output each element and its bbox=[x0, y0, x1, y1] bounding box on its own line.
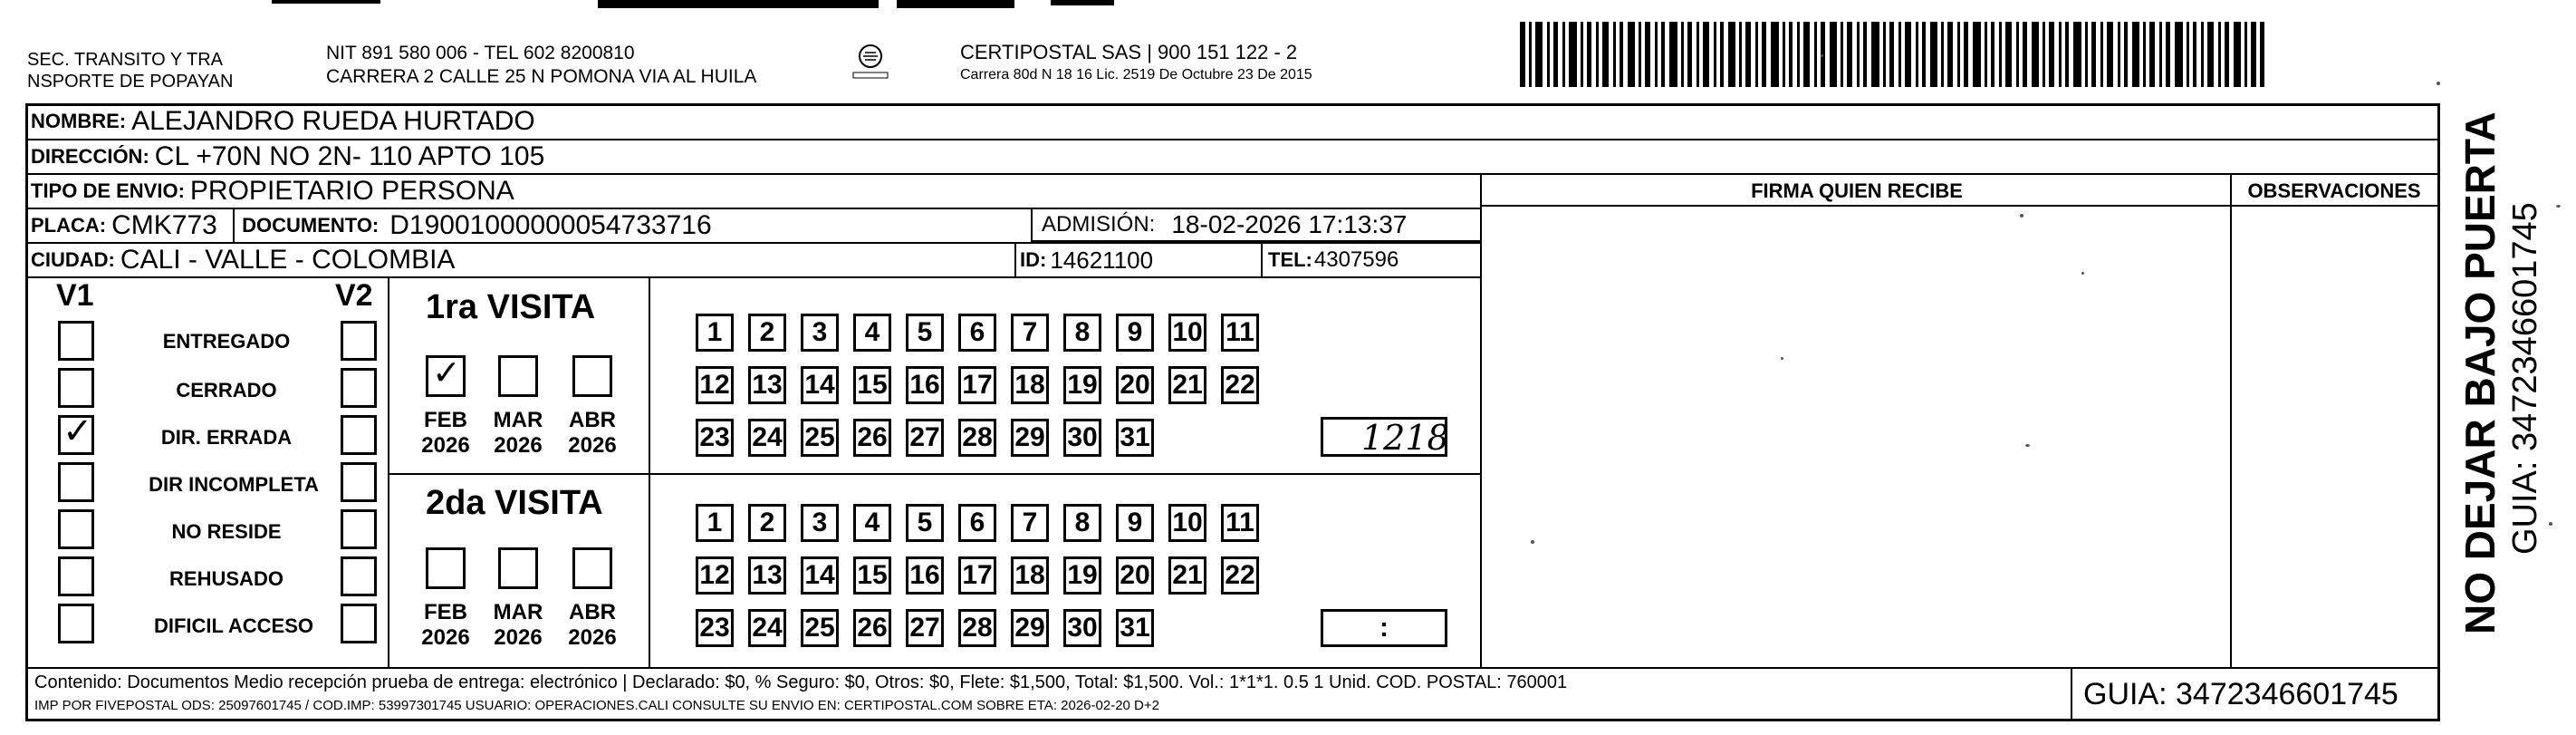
company-logo-icon bbox=[848, 40, 893, 85]
second-visit-day-6[interactable]: 6 bbox=[958, 504, 996, 542]
divider bbox=[1014, 242, 1016, 276]
month-checkbox-mar-2[interactable] bbox=[498, 547, 538, 589]
second-visit-day-18[interactable]: 18 bbox=[1011, 556, 1049, 595]
row-tipo bbox=[31, 175, 1480, 208]
second-visit-day-24[interactable]: 24 bbox=[748, 609, 786, 647]
second-visit-day-28[interactable]: 28 bbox=[958, 609, 996, 647]
first-visit-day-21[interactable]: 21 bbox=[1168, 366, 1206, 404]
footer-guia: GUIA: 3472346601745 bbox=[2083, 677, 2398, 711]
v1-checkbox-entregado[interactable] bbox=[58, 321, 94, 361]
first-visit-day-26[interactable]: 26 bbox=[853, 419, 891, 457]
time-separator: : bbox=[1379, 613, 1389, 643]
direccion-value: CL +70N NO 2N- 110 APTO 105 bbox=[154, 141, 545, 171]
tipo-label: TIPO DE ENVIO: bbox=[31, 179, 185, 202]
month-label-feb-2: FEB 2026 bbox=[421, 600, 470, 650]
status-label-rehusado: REHUSADO bbox=[169, 567, 284, 590]
second-visit-day-4[interactable]: 4 bbox=[853, 504, 891, 542]
month-label-mar-2: MAR 2026 bbox=[493, 600, 543, 650]
status-label-dir-errada: DIR. ERRADA bbox=[160, 426, 293, 449]
second-visit-day-14[interactable]: 14 bbox=[801, 556, 839, 595]
admision-value: 18-02-2026 17:13:37 bbox=[1171, 210, 1408, 238]
ciudad-label: CIUDAD: bbox=[31, 248, 115, 271]
check-mark-icon: ✓ bbox=[62, 411, 93, 452]
first-visit-day-8[interactable]: 8 bbox=[1063, 314, 1101, 352]
second-visit-day-9[interactable]: 9 bbox=[1116, 504, 1154, 542]
tel-label: TEL: bbox=[1268, 248, 1312, 271]
status-label-dificil-acceso: DIFICIL ACCESO bbox=[153, 614, 313, 637]
second-visit-day-15[interactable]: 15 bbox=[853, 556, 891, 595]
v1-checkbox-rehusado[interactable] bbox=[58, 556, 94, 596]
second-visit-day-25[interactable]: 25 bbox=[801, 609, 839, 647]
first-visit-day-28[interactable]: 28 bbox=[958, 419, 996, 457]
divider bbox=[233, 209, 235, 242]
handwritten-time: 1218 bbox=[1361, 418, 1449, 458]
second-visit-time-box[interactable] bbox=[1321, 609, 1447, 647]
first-visit-day-17[interactable]: 17 bbox=[958, 366, 996, 404]
id-value: 14621100 bbox=[1050, 246, 1154, 274]
first-visit-day-11[interactable]: 11 bbox=[1221, 314, 1259, 352]
first-visit-day-20[interactable]: 20 bbox=[1116, 366, 1154, 404]
second-visit-day-19[interactable]: 19 bbox=[1063, 556, 1101, 595]
status-label-cerrado: CERRADO bbox=[176, 379, 277, 401]
documento-value: D19001000000054733716 bbox=[389, 210, 712, 240]
sender-line-2: NSPORTE DE POPAYAN bbox=[27, 72, 234, 92]
status-label-entregado: ENTREGADO bbox=[162, 330, 291, 353]
v1-checkbox-no-reside[interactable] bbox=[58, 509, 94, 549]
sender-details bbox=[326, 42, 756, 89]
first-visit-day-29[interactable]: 29 bbox=[1011, 419, 1049, 457]
second-visit-day-8[interactable]: 8 bbox=[1063, 504, 1101, 542]
second-visit-day-3[interactable]: 3 bbox=[801, 504, 839, 542]
first-visit-day-9[interactable]: 9 bbox=[1116, 314, 1154, 352]
month-label-abr-2: ABR 2026 bbox=[568, 600, 617, 650]
observaciones-header: OBSERVACIONES bbox=[2247, 179, 2421, 202]
first-visit-day-24[interactable]: 24 bbox=[748, 419, 786, 457]
second-visit-day-31[interactable]: 31 bbox=[1116, 609, 1154, 647]
second-visit-title: 2da VISITA bbox=[426, 484, 603, 522]
second-visit-day-26[interactable]: 26 bbox=[853, 609, 891, 647]
nombre-label: NOMBRE: bbox=[31, 110, 127, 132]
first-visit-day-5[interactable]: 5 bbox=[906, 314, 944, 352]
status-right-border bbox=[388, 276, 389, 667]
v1-checkbox-dir-errada[interactable] bbox=[58, 411, 94, 455]
second-visit-day-23[interactable]: 23 bbox=[696, 609, 734, 647]
placa-value: CMK773 bbox=[111, 210, 217, 240]
second-visit-day-13[interactable]: 13 bbox=[748, 556, 786, 595]
status-label-dir-incompleta: DIR INCOMPLETA bbox=[149, 473, 319, 496]
second-visit-day-21[interactable]: 21 bbox=[1168, 556, 1206, 595]
direccion-label: DIRECCIÓN: bbox=[31, 145, 149, 168]
second-visit-day-29[interactable]: 29 bbox=[1011, 609, 1049, 647]
first-visit-title: 1ra VISITA bbox=[426, 288, 596, 326]
visits-day-grid-border bbox=[649, 276, 650, 667]
tel-field bbox=[1268, 244, 1399, 276]
first-visit-day-18[interactable]: 18 bbox=[1011, 366, 1049, 404]
second-visit-day-27[interactable]: 27 bbox=[906, 609, 944, 647]
v2-checkbox-dir-incompleta[interactable] bbox=[341, 462, 377, 502]
second-visit-day-22[interactable]: 22 bbox=[1221, 556, 1259, 595]
first-visit-time-box[interactable] bbox=[1321, 417, 1447, 457]
second-visit-day-12[interactable]: 12 bbox=[696, 556, 734, 595]
company-info bbox=[960, 40, 1312, 85]
tel-value: 4307596 bbox=[1313, 247, 1399, 272]
divider bbox=[389, 473, 1482, 475]
footer-imp-line: IMP POR FIVEPOSTAL ODS: 25097601745 / COD.IMP: 53997301745 USUARIO: OPERACIONES.CALI CONSULTE SU ENVIO EN: CERTIPOSTAL.COM SOBRE ETA: 2026-02-20 D+2 bbox=[34, 698, 1159, 713]
v1-checkbox-dir-incompleta[interactable] bbox=[58, 462, 94, 502]
row-direccion bbox=[31, 140, 2435, 173]
first-visit-day-10[interactable]: 10 bbox=[1168, 314, 1206, 352]
v2-checkbox-rehusado[interactable] bbox=[341, 556, 377, 596]
first-visit-day-16[interactable]: 16 bbox=[906, 366, 944, 404]
first-visit-day-13[interactable]: 13 bbox=[748, 366, 786, 404]
v1-checkbox-cerrado[interactable] bbox=[58, 368, 94, 408]
month-checkbox-feb-2[interactable] bbox=[426, 547, 466, 589]
company-name: CERTIPOSTAL SAS | 900 151 122 - 2 bbox=[960, 41, 1298, 63]
month-checkbox-abr-1[interactable] bbox=[572, 355, 612, 397]
first-visit-day-25[interactable]: 25 bbox=[801, 419, 839, 457]
top-edge-marks bbox=[272, 0, 1685, 9]
first-visit-day-27[interactable]: 27 bbox=[906, 419, 944, 457]
month-checkbox-abr-2[interactable] bbox=[572, 547, 612, 589]
barcode bbox=[1520, 22, 2264, 87]
month-label-abr-1: ABR 2026 bbox=[568, 408, 617, 458]
placa-label: PLACA: bbox=[31, 214, 107, 237]
documento-label: DOCUMENTO: bbox=[242, 214, 380, 237]
nit-line: NIT 891 580 006 - TEL 602 8200810 bbox=[326, 43, 635, 63]
month-label-feb-1: FEB 2026 bbox=[421, 408, 470, 458]
first-visit-day-30[interactable]: 30 bbox=[1063, 419, 1101, 457]
firma-left-border bbox=[1480, 173, 1482, 667]
footer-contenido: Contenido: Documentos Medio recepción prueba de entrega: electrónico | Declarado: $0, % Seguro: $0, Otros: $0, Flete: $1,500, Total: $1,500. Vol.: 1*1*1. 0.5 1 Unid. COD. POSTAL: 760001 bbox=[34, 672, 1568, 692]
divider bbox=[1261, 242, 1263, 276]
month-checkbox-feb-1[interactable] bbox=[426, 355, 466, 397]
tipo-value: PROPIETARIO PERSONA bbox=[189, 176, 514, 206]
sender-line-1: SEC. TRANSITO Y TRA bbox=[27, 50, 223, 70]
first-visit-day-4[interactable]: 4 bbox=[853, 314, 891, 352]
divider bbox=[27, 276, 1482, 278]
divider bbox=[27, 667, 2438, 669]
first-visit-day-3[interactable]: 3 bbox=[801, 314, 839, 352]
month-label-mar-1: MAR 2026 bbox=[493, 408, 543, 458]
first-visit-day-15[interactable]: 15 bbox=[853, 366, 891, 404]
second-visit-day-1[interactable]: 1 bbox=[696, 504, 734, 542]
second-visit-day-7[interactable]: 7 bbox=[1011, 504, 1049, 542]
first-visit-day-12[interactable]: 12 bbox=[696, 366, 734, 404]
second-visit-day-11[interactable]: 11 bbox=[1221, 504, 1259, 542]
v2-checkbox-entregado[interactable] bbox=[341, 321, 377, 361]
no-dejar-bajo-puerta: NO DEJAR BAJO PUERTA bbox=[2456, 111, 2504, 634]
address-line: CARRERA 2 CALLE 25 N POMONA VIA AL HUILA bbox=[326, 66, 757, 87]
first-visit-day-19[interactable]: 19 bbox=[1063, 366, 1101, 404]
row-nombre bbox=[31, 105, 2435, 138]
vertical-guia: GUIA: 3472346601745 bbox=[2506, 202, 2544, 555]
ciudad-value: CALI - VALLE - COLOMBIA bbox=[120, 245, 456, 275]
v2-checkbox-dificil-acceso[interactable] bbox=[341, 604, 377, 643]
first-visit-day-14[interactable]: 14 bbox=[801, 366, 839, 404]
second-visit-day-20[interactable]: 20 bbox=[1116, 556, 1154, 595]
observaciones-left-border bbox=[2230, 173, 2232, 667]
check-mark-icon: ✓ bbox=[432, 353, 461, 392]
sender-name bbox=[27, 49, 233, 92]
second-visit-day-10[interactable]: 10 bbox=[1168, 504, 1206, 542]
first-visit-day-22[interactable]: 22 bbox=[1221, 366, 1259, 404]
second-visit-day-16[interactable]: 16 bbox=[906, 556, 944, 595]
v1-checkbox-dificil-acceso[interactable] bbox=[58, 604, 94, 643]
divider bbox=[2071, 667, 2072, 721]
second-visit-day-2[interactable]: 2 bbox=[748, 504, 786, 542]
company-address: Carrera 80d N 18 16 Lic. 2519 De Octubre 23 De 2015 bbox=[960, 67, 1312, 82]
v1-header: V1 bbox=[56, 278, 94, 313]
v2-header: V2 bbox=[335, 278, 373, 313]
firma-header: FIRMA QUIEN RECIBE bbox=[1751, 179, 1963, 202]
id-label: ID: bbox=[1020, 248, 1047, 271]
divider bbox=[1482, 205, 2438, 207]
second-visit-day-30[interactable]: 30 bbox=[1063, 609, 1101, 647]
first-visit-day-7[interactable]: 7 bbox=[1011, 314, 1049, 352]
second-visit-day-5[interactable]: 5 bbox=[906, 504, 944, 542]
v2-checkbox-cerrado[interactable] bbox=[341, 368, 377, 408]
first-visit-day-2[interactable]: 2 bbox=[748, 314, 786, 352]
first-visit-day-6[interactable]: 6 bbox=[958, 314, 996, 352]
first-visit-day-31[interactable]: 31 bbox=[1116, 419, 1154, 457]
month-checkbox-mar-1[interactable] bbox=[498, 355, 538, 397]
v2-checkbox-no-reside[interactable] bbox=[341, 509, 377, 549]
id-field bbox=[1020, 244, 1153, 276]
v2-checkbox-dir-errada[interactable] bbox=[341, 415, 377, 455]
admision-label: ADMISIÓN: bbox=[1042, 212, 1156, 237]
first-visit-day-23[interactable]: 23 bbox=[696, 419, 734, 457]
row-ciudad bbox=[31, 244, 1009, 276]
nombre-value: ALEJANDRO RUEDA HURTADO bbox=[131, 106, 535, 136]
status-label-no-reside: NO RESIDE bbox=[171, 520, 282, 543]
first-visit-day-1[interactable]: 1 bbox=[696, 314, 734, 352]
admision-box bbox=[1031, 208, 1482, 242]
second-visit-day-17[interactable]: 17 bbox=[958, 556, 996, 595]
